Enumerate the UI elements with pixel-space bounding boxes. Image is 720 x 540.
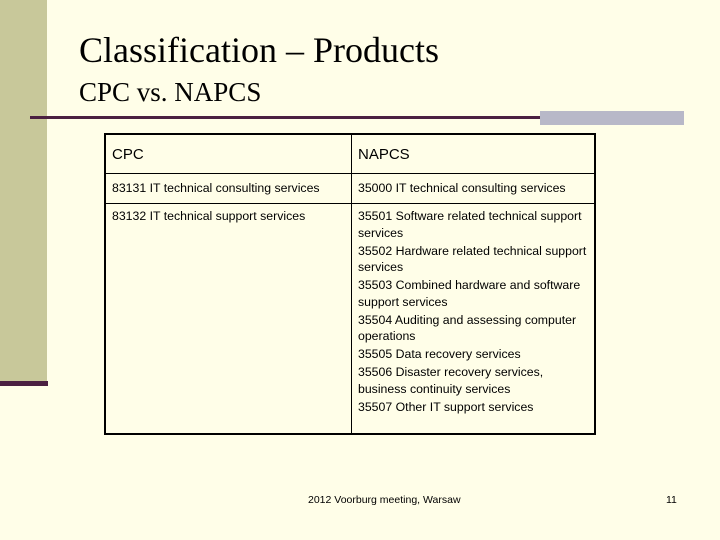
title-divider-block <box>540 111 684 125</box>
left-decorative-bar <box>0 0 47 383</box>
left-bar-accent <box>0 381 48 386</box>
table-header-row <box>105 134 595 174</box>
napcs-entry: 35504 Auditing and assessing computer operations <box>358 312 577 344</box>
slide-subtitle: CPC vs. NAPCS <box>79 77 262 107</box>
header-cpc: CPC <box>105 134 352 174</box>
table-row <box>105 174 595 204</box>
napcs-entry: 35506 Disaster recovery services, business continuity services <box>358 365 544 396</box>
napcs-entry: 35502 Hardware related technical support services <box>358 243 587 275</box>
napcs-entry: 35507 Other IT support services <box>358 399 534 414</box>
cpc-cell: 83132 IT technical support services <box>105 204 352 435</box>
slide-title: Classification – Products <box>79 30 439 70</box>
napcs-entry: 35505 Data recovery services <box>358 347 521 362</box>
page-number: 11 <box>666 494 677 506</box>
cpc-cell: 83131 IT technical consulting services <box>105 174 352 204</box>
slide-footer: 2012 Voorburg meeting, Warsaw <box>308 494 461 506</box>
napcs-cell <box>352 174 596 204</box>
napcs-cell <box>352 204 596 435</box>
comparison-table <box>104 133 596 435</box>
header-napcs: NAPCS <box>352 134 596 174</box>
napcs-entry: 35501 Software related technical support services <box>358 209 582 240</box>
napcs-entry: 35000 IT technical consulting services <box>358 181 566 196</box>
napcs-entry: 35503 Combined hardware and software support services <box>358 278 581 309</box>
table-row <box>105 204 595 435</box>
